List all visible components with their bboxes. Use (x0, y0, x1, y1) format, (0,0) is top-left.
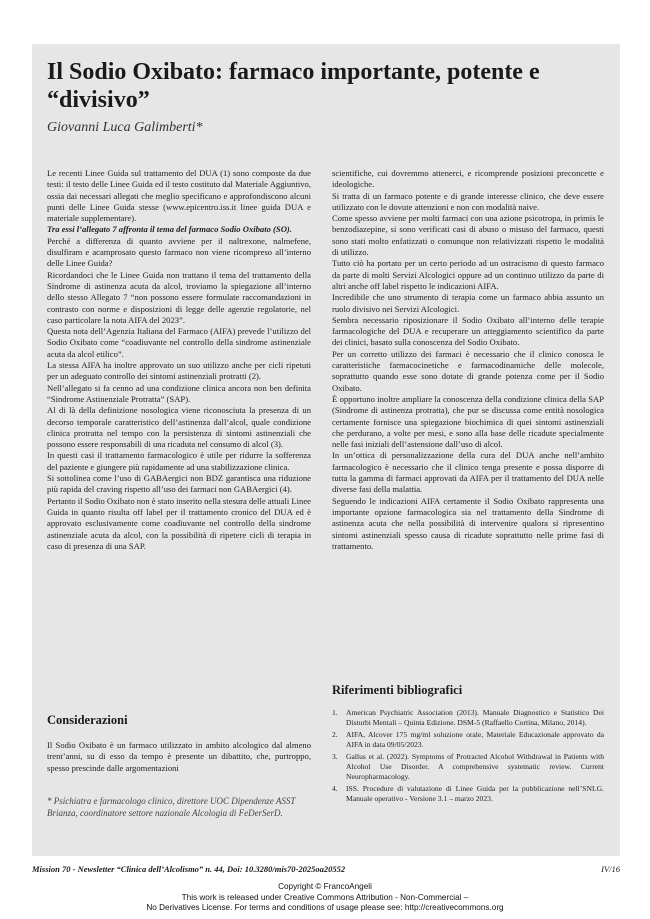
body-paragraph: Perché a differenza di quanto avviene per il naltrexone, nalmefene, disulfiram e acamprosato questo farmaco non viene ricompreso all’interno delle Linee Guida? (47, 235, 311, 269)
body-paragraph: Per un corretto utilizzo dei farmaci è necessario che il clinico conosca le caratteristiche farmacocinetiche e farmacodinamiche delle molecole, soprattutto quando esse sono dotate di grande potenza come per il Sodio Oxibato. (332, 348, 604, 393)
considerazioni-text (47, 740, 311, 774)
body-paragraph: In un’ottica di personalizzazione della cura del DUA anche nell’ambito farmacologico è necessario che il clinico tenga presente e possa disporre di tutta la gamma di farmaci approvati da AIFA per il trattamento del DUA nelle diverse fasi della malattia. (332, 450, 604, 495)
references-list (332, 708, 604, 806)
body-paragraph: Seguendo le indicazioni AIFA certamente il Sodio Oxibato rappresenta una importante opzione farmacologica sia nel trattamento della Sindrome di astinenza acuta che nella possibilità di intervenire qualora si ripresentino sintomi astinenziali spesso causa di ricadute soprattutto nelle prime fasi di trattamento. (332, 495, 604, 551)
body-paragraph: Tra essi l’allegato 7 affronta il tema del farmaco Sodio Oxibato (SO). (47, 224, 292, 235)
reference-item (332, 730, 604, 750)
considerazioni-paragraph: Il Sodio Oxibato è un farmaco utilizzato in ambito alcologico dal almeno trent’anni, su di esso da tempo è presente un dibattito, che, purtroppo, spesso prescinde dalle argomentazioni (47, 740, 311, 773)
body-paragraph: Al di là della definizione nosologica viene riconosciuta la presenza di un decorso temporale caratteristico dell’astinenza dall’alcol, quale condizione clinica protratta nel tempo con la persistenza di sintomi astinenziali che possono essere responsabili di una ricaduta nel consumo di alcol (3). (47, 405, 311, 450)
copyright-line: This work is released under Creative Commons Attribution - Non-Commercial – (181, 892, 469, 902)
body-paragraph: In questi casi il trattamento farmacologico è utile per ridurre la sofferenza del paziente e giungere più rapidamente ad una stabilizzazione clinica. (47, 450, 311, 472)
body-paragraph: Si sottolinea come l’uso di GABAergici non BDZ garantisca una riduzione più rapida del craving rispetto all’uso dei farmaci non GABAergici (4). (47, 473, 311, 495)
right-column (332, 168, 604, 552)
body-paragraph: Si tratta di un farmaco potente e di grande interesse clinico, che deve essere utilizzato con le dovute attenzioni e non con modalità naive. (332, 190, 604, 212)
body-paragraph: Questa nota dell’Agenzia Italiana del Farmaco (AIFA) prevede l’utilizzo del Sodio Oxibato come “coadiuvante nel controllo della sindrome astinenziale acuta da alcol etilico”. (47, 326, 311, 359)
reference-text: AIFA, Alcover 175 mg/ml soluzione orale, Materiale Educazionale approvato da AIFA in data 09/05/2023. (346, 730, 604, 749)
reference-number: 2. (332, 730, 338, 739)
body-paragraph: Nell’allegato si fa cenno ad una condizione clinica ancora non ben definita “Sindrome Astinenziale Protratta” (SAP). (47, 382, 311, 404)
references-heading: Riferimenti bibliografici (332, 683, 463, 697)
article-title: Il Sodio Oxibato: farmaco importante, potente e “divisivo” (47, 59, 540, 113)
footer-citation: Mission 70 - Newsletter “Clinica dell’Alcolismo” n. 44, Doi: 10.3280/mis70-2025oa20552 (32, 864, 346, 874)
considerazioni-heading: Considerazioni (47, 713, 128, 727)
body-paragraph: scientifiche, cui dovremmo attenerci, e ricomprende posizioni preconcette e ideologiche. (332, 168, 604, 190)
body-paragraph: Tutto ciò ha portato per un certo periodo ad un ostracismo di questo farmaco da parte di molti Servizi Alcologici oppure ad un continuo utilizzo da parte di altri anche off label rispetto le indicazioni AIFA. (332, 258, 604, 291)
copyright-line: No Derivatives License. For terms and conditions of usage please see: http://creativecommons.org (146, 903, 504, 912)
body-paragraph: Sembra necessario riposizionare il Sodio Oxibato all’interno delle terapie farmacologiche del DUA e recuperare un atteggiamento scientifico da parte dei clinici, basato sulla conoscenza del Sodio Oxibato. (332, 314, 604, 348)
reference-text: Gallus et al. (2022). Symptoms of Protracted Alcohol Withdrawal in Patients with Alcohol Use Disorder. A comprehensive systematic review. Current Neuropharmacology. (346, 752, 604, 781)
body-paragraph: Le recenti Linee Guida sul trattamento del DUA (1) sono composte da due testi: il testo delle Linee Guida ed il testo costituto dal Materiale Aggiuntivo, ossia dai necessari allegati che meglio specificano e approfondiscono alcuni punti delle Linee Guida stesse (www.epicentro.iss.it linee guida DUA e materiale supplementare). (47, 168, 311, 224)
copyright-line: Copyright © FrancoAngeli (278, 882, 372, 891)
reference-text: American Psychiatric Association (2013). Manuale Diagnostico e Statistico Dei Disturbi Mentali – Quinta Edizione. DSM-5 (Raffaello Cortina, Milano, 2014). (346, 708, 604, 727)
body-paragraph: La stessa AIFA ha inoltre approvato un suo utilizzo anche per cicli ripetuti per un adeguato controllo dei sintomi astinenziali protratti (2). (47, 360, 311, 382)
reference-number: 3. (332, 752, 338, 761)
body-paragraph: Come spesso avviene per molti farmaci con una azione psicotropa, in primis le benzodiazepine, si sono verificati casi di abuso o misuso del farmaco, questi sono stati molto enfatizzati o comunque non relativizzati rispetto le modalità di utilizzo. (332, 213, 604, 258)
reference-item (332, 708, 604, 728)
article-author: Giovanni Luca Galimberti* (47, 120, 203, 135)
copyright-notice (0, 882, 650, 914)
body-paragraph: Pertanto il Sodio Oxibato non è stato inserito nella stesura delle attuali Linee Guida in quanto risulta off label per il trattamento cronico del DUA ed è approvato esclusivamente come coadiuvante nel controllo della sindrome astinenziale acuta da alcol, con la possibilità di ripetere cicli di terapia in caso di presenza di una SAP. (47, 495, 311, 551)
left-column (47, 168, 311, 552)
reference-text: ISS. Procedure di valutazione di Linee Guida per la pubblicazione nell’SNLG. Manuale operativo - Versione 3.1 – marzo 2023. (346, 784, 604, 803)
reference-item (332, 784, 604, 804)
body-paragraph: Incredibile che uno strumento di terapia come un farmaco abbia assunto un ruolo divisivo nei Servizi Alcologici. (332, 292, 604, 314)
reference-number: 4. (332, 784, 338, 793)
body-paragraph: Ricordandoci che le Linee Guida non trattano il tema del trattamento della Sindrome di astinenza acuta da alcol, troviamo la spiegazione all’interno dello stesso Allegato 7 “non possono essere formulate raccomandazioni in contrasto con norme e disposizioni di legge delle agenzie regolatorie, nel caso particolare la nota AIFA del 2023”. (47, 269, 311, 325)
page-number: IV/16 (601, 864, 620, 874)
body-paragraph: È opportuno inoltre ampliare la conoscenza della condizione clinica della SAP (Sindrome di astinenza protratta), che pur se discussa come entità nosologica certamente fornisce una spiegazione biochimica di quei sintomi astinenziali che perdurano, a volte per mesi, e sono alla base delle ricadute specialmente nelle fasi iniziali dell’astensione dall’uso di alcol. (332, 393, 604, 450)
reference-item (332, 752, 604, 782)
page-footer (32, 864, 620, 874)
author-footnote: * Psichiatra e farmacologo clinico, direttore UOC Dipendenze ASST Brianza, coordinatore settore nazionale Alcologia di FeDerSerD. (47, 796, 296, 818)
reference-number: 1. (332, 708, 338, 717)
